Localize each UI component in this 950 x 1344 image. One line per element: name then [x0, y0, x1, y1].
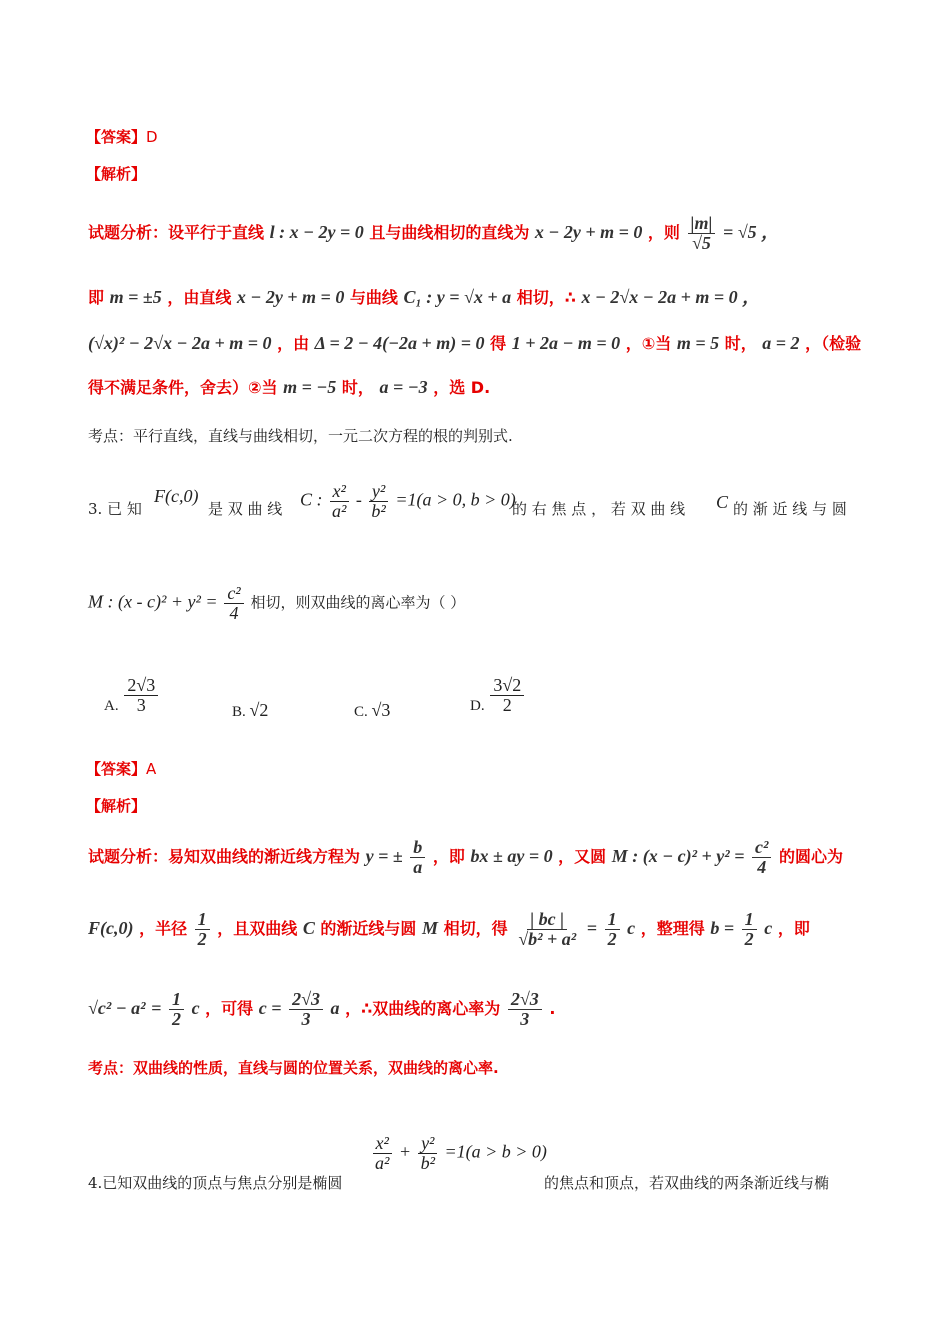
solution-2-line-3: √c² − a² = $\frac{1}{2}$ c ，可得 c = $\frac{2√3}{3}$ a ，∴双曲线的离心率为 $\frac{2√3}{3}$ .: [88, 989, 556, 1029]
analysis-line-2: [86, 795, 146, 816]
answer-label: 【答案】: [86, 128, 147, 146]
answer-value: D: [146, 128, 158, 146]
note-1: 考点：平行直线，直线与曲线相切，一元二次方程的根的判别式.: [88, 427, 513, 445]
question-4-line-1: 4.已知双曲线的顶点与焦点分别是椭圆 $\frac{\text{x²}}{\text{a²}}$ + $\frac{\text{y²}}{\text{b²}}$ =1(a > b > 0) 的焦点和顶点，若双曲线的两条渐近线与椭: [88, 1133, 830, 1192]
note-2: 考点：双曲线的性质，直线与圆的位置关系，双曲线的离心率.: [88, 1059, 499, 1077]
answer-line-1: [86, 126, 158, 147]
solution-1-line-4: 得不满足条件，舍去）②当 m = −5 时， a = −3 ，选 D.: [88, 377, 491, 397]
question-3-line-2: M : (x - c)² + y² = $\frac{\text{c²}}{4}$ 相切，则双曲线的离心率为（ ）: [88, 583, 466, 623]
answer-value: A: [146, 760, 157, 778]
option-b[interactable]: B. √2: [232, 700, 269, 720]
option-d[interactable]: D. $\frac{3√2}{2}$: [470, 676, 526, 715]
solution-2-line-2: F(c,0) ，半径 $\frac{1}{2}$ ，且双曲线 C 的渐近线与圆 M 相切，得 $\frac{| bc |}{\text{√b² + a²}}$ = $\frac{1}{2}$ c ，整理得 b = $\frac{1}{2}$ c ，即: [88, 909, 810, 949]
solution-1-line-3: (√x)² − 2√x − 2a + m = 0 ，由 Δ = 2 − 4(−2a + m) = 0 得 1 + 2a − m = 0 ，①当 m = 5 时， a = 2 ，（检验: [88, 333, 862, 353]
analysis-line-1: [86, 163, 146, 184]
analysis-label: 【解析】: [86, 165, 147, 183]
option-a[interactable]: A. $\frac{2√3}{3}$: [104, 676, 160, 715]
solution-2-line-1: 试题分析：易知双曲线的渐近线方程为 y = ± $\frac{b}{a}$ ，即 bx ± ay = 0 ，又圆 M : (x − c)² + y² = $\frac{\text{c²}}{4}$ 的圆心为: [88, 837, 844, 877]
option-c[interactable]: C. √3: [354, 700, 391, 720]
fraction: $\frac{|m|}{√5}$: [688, 214, 716, 253]
solution-1-line-2: 即 m = ±5 ，由直线 x − 2y + m = 0 与曲线 C₁ : y = √x + a 相切，∴ x − 2√x − 2a + m = 0 ，: [88, 287, 761, 307]
answer-line-2: [86, 758, 156, 779]
solution-1-line-1: 试题分析：设平行于直线 l : x − 2y = 0 且与曲线相切的直线为 x − 2y + m = 0 ，则 $\frac{|m|}{√5}$ = √5 ，: [88, 213, 780, 253]
answer-label: 【答案】: [86, 760, 147, 778]
question-3-line-1: 3. 已 知 F(c,0) 是 双 曲 线 C : $\frac{\text{x²}}{\text{a²}}$ - $\frac{\text{y²}}{\text{b²}}$ =1(a > 0, b > 0) 的 右 焦 点 ， 若 双 曲 线 C 的 渐 近 线 与 圆: [88, 481, 847, 521]
analysis-label: 【解析】: [86, 797, 147, 815]
